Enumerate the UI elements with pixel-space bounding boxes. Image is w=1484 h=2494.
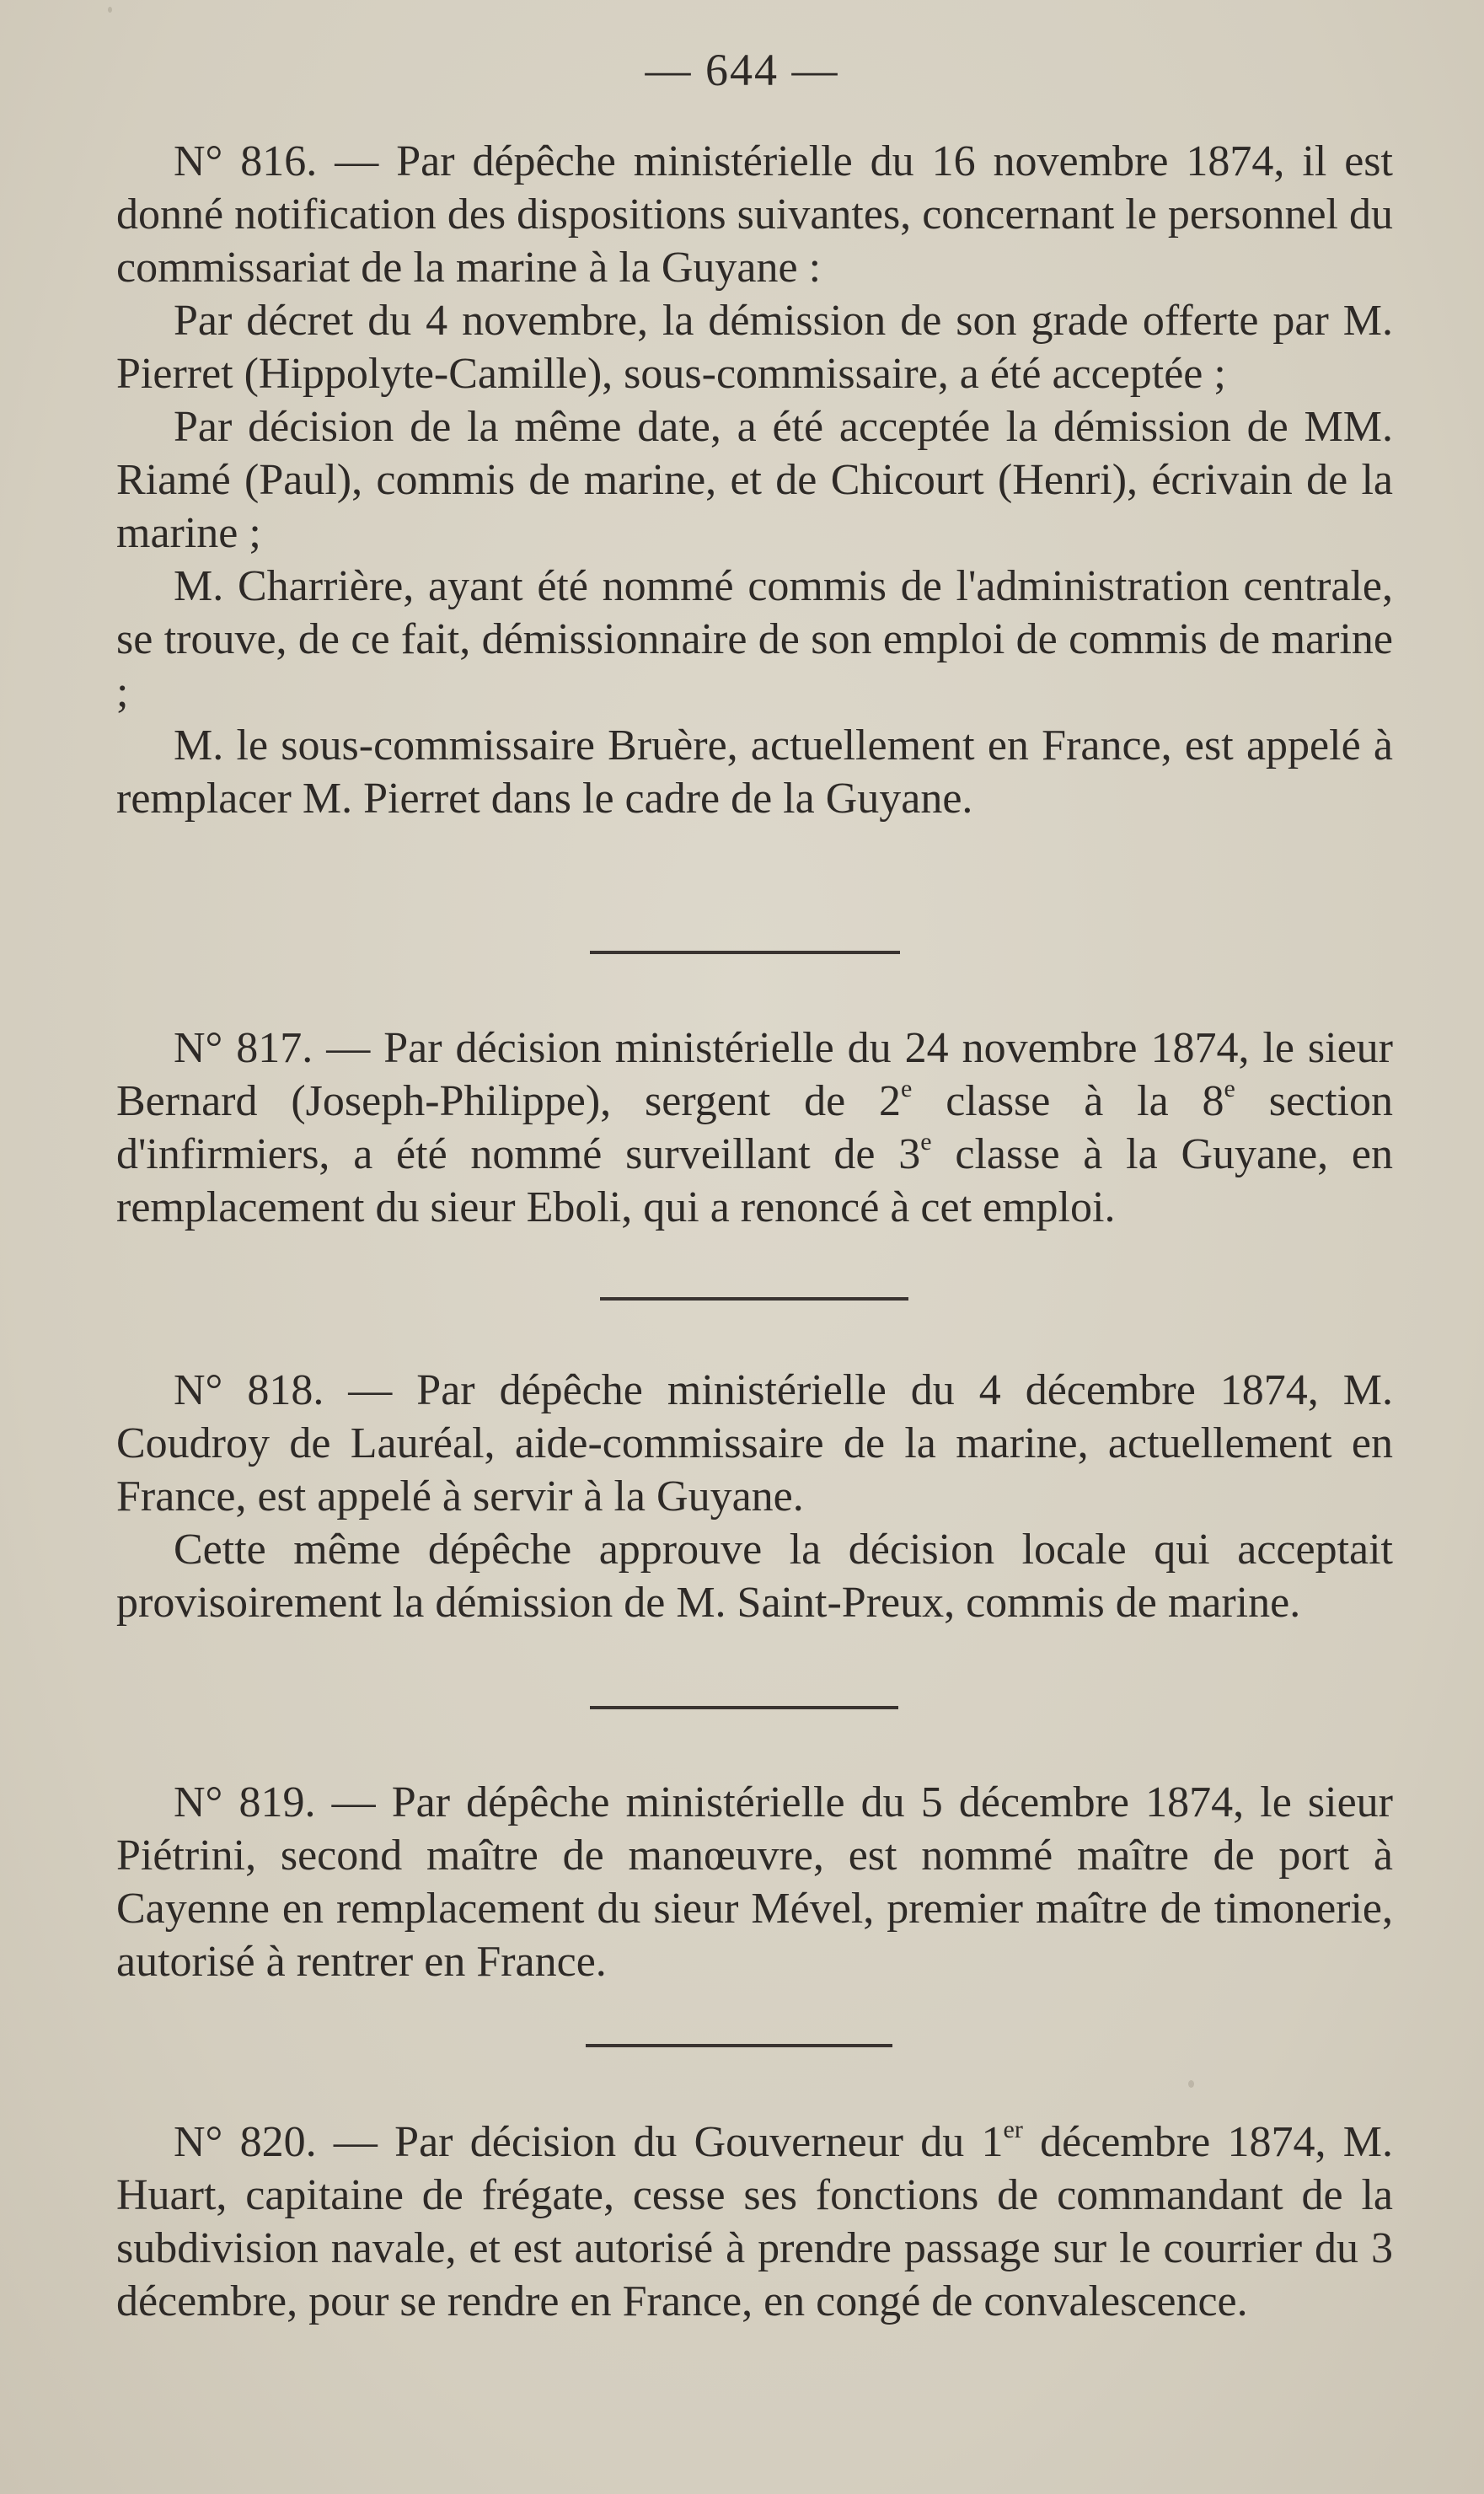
- entry-820: [116, 2116, 1393, 2328]
- entry-text: N° 820. — Par décision du Gouverneur du 1: [174, 2118, 1004, 2166]
- section-divider: [600, 1297, 908, 1301]
- entry-816: [116, 135, 1393, 825]
- entry-paragraph: N° 818. — Par dépêche ministérielle du 4 décembre 1874, M. Coudroy de Lauréal, aide-commissaire de la marine, actuellement en France, est appelé à servir à la Guyane.: [116, 1366, 1393, 1521]
- superscript: e: [1224, 1075, 1235, 1102]
- page-number: — 644 —: [645, 45, 839, 95]
- entry-text: section d'infirmiers, a été nommé surveillant de 3: [116, 1077, 1393, 1178]
- entry-paragraph: N° 819. — Par dépêche ministérielle du 5 décembre 1874, le sieur Piétrini, second maître de manœuvre, est nommé maître de port à Cayenne en remplacement du sieur Mével, premier maître de timonerie, autorisé à rentrer en France.: [116, 1778, 1393, 1986]
- entry-text: classe à la Guyane, en remplacement du sieur Eboli, qui a renoncé à cet emploi.: [116, 1130, 1394, 1231]
- superscript: e: [901, 1075, 913, 1102]
- ink-speck: [108, 7, 112, 13]
- entry-text: décembre 1874, M. Huart, capitaine de frégate, cesse ses fonctions de commandant de la subdivision navale, et est autorisé à prendre passage sur le courrier du 3 décembre, pour se rendre en France, en congé de convalescence.: [116, 2118, 1393, 2325]
- entry-paragraph: N° 816. — Par dépêche ministérielle du 16 novembre 1874, il est donné notification des dispositions suivantes, concernant le personnel du commissariat de la marine à la Guyane :: [116, 137, 1393, 292]
- entry-text: classe à la 8: [912, 1077, 1224, 1125]
- section-divider: [590, 951, 900, 954]
- entry-paragraph: [116, 1022, 1393, 1234]
- superscript: er: [1003, 2116, 1023, 2143]
- section-divider: [590, 1706, 898, 1709]
- entry-819: [116, 1776, 1393, 1988]
- ink-speck: [1188, 2080, 1194, 2088]
- entry-paragraph: Cette même dépêche approuve la décision locale qui acceptait provisoirement la démission de M. Saint-Preux, commis de marine.: [116, 1526, 1393, 1627]
- section-divider: [586, 2044, 892, 2047]
- entry-818: [116, 1364, 1393, 1629]
- entry-paragraph: [116, 2116, 1393, 2328]
- entry-817: [116, 1022, 1393, 1234]
- entry-text: N° 817. — Par décision ministérielle du 24 novembre 1874, le sieur Bernard (Joseph-Philippe), sergent de 2: [116, 1024, 1393, 1125]
- entry-paragraph: Par décret du 4 novembre, la démission de son grade offerte par M. Pierret (Hippolyte-Camille), sous-commissaire, a été acceptée ;: [116, 297, 1393, 398]
- entry-paragraph: M. Charrière, ayant été nommé commis de l'administration centrale, se trouve, de ce fait, démissionnaire de son emploi de commis de marine ;: [116, 562, 1393, 716]
- superscript: e: [920, 1128, 932, 1156]
- entry-paragraph: M. le sous-commissaire Bruère, actuellement en France, est appelé à remplacer M. Pierret dans le cadre de la Guyane.: [116, 721, 1393, 823]
- entry-paragraph: Par décision de la même date, a été acceptée la démission de MM. Riamé (Paul), commis de marine, et de Chicourt (Henri), écrivain de la marine ;: [116, 403, 1393, 557]
